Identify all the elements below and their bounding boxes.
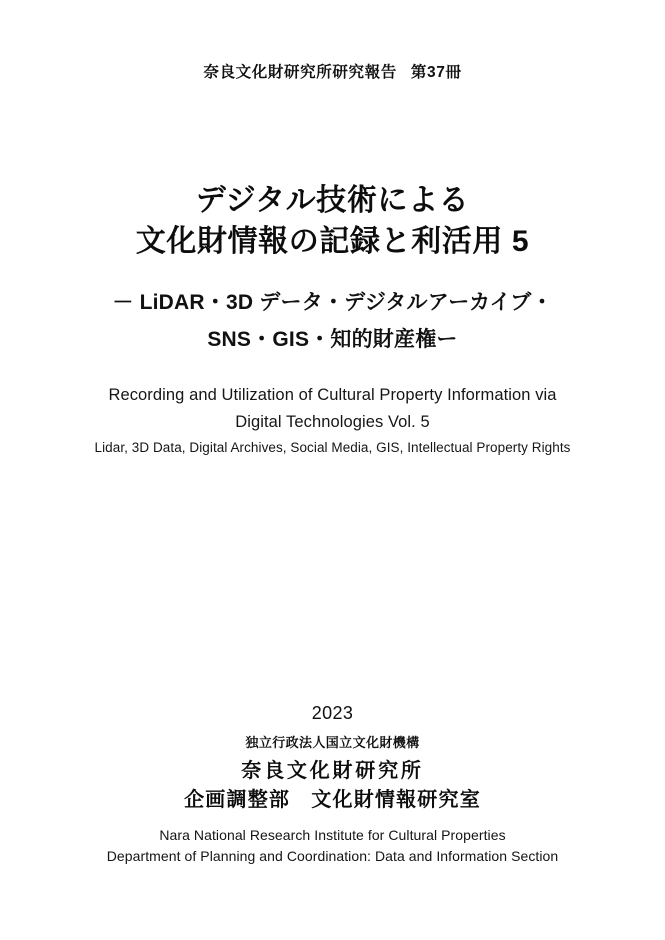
english-title-line-2: Digital Technologies Vol. 5 — [235, 412, 430, 431]
japanese-subtitle-line-2: SNS・GIS・知的財産権ー — [207, 327, 458, 351]
publication-year: 2023 — [311, 703, 354, 723]
japanese-subtitle — [0, 285, 665, 359]
parent-organization-label: 独立行政法人国立文化財機構 — [245, 735, 420, 750]
english-title-line-1: Recording and Utilization of Cultural Property Information via — [108, 386, 557, 404]
publisher-imprint — [0, 700, 665, 867]
series-volume-label: 第37冊 — [410, 64, 462, 81]
english-keywords: Lidar, 3D Data, Digital Archives, Social Media, GIS, Intellectual Property Rights — [94, 440, 571, 455]
english-title — [0, 382, 665, 435]
japanese-title-line-1: デジタル技術による — [195, 184, 470, 217]
japanese-title-line-2: 文化財情報の記録と利活用 5 — [135, 225, 530, 259]
english-department-name: Department of Planning and Coordination: Data and Information Section — [106, 847, 559, 864]
series-institute-label: 奈良文化財研究所研究報告 — [203, 64, 397, 81]
series-header — [0, 60, 665, 82]
department-name: 企画調整部 文化財情報研究室 — [184, 788, 481, 811]
japanese-title — [0, 180, 665, 263]
english-organization-name: Nara National Research Institute for Cultural Properties — [159, 826, 506, 843]
japanese-subtitle-line-1: － LiDAR・3D データ・デジタルアーカイブ・ — [112, 291, 553, 314]
organization-name: 奈良文化財研究所 — [241, 759, 424, 782]
